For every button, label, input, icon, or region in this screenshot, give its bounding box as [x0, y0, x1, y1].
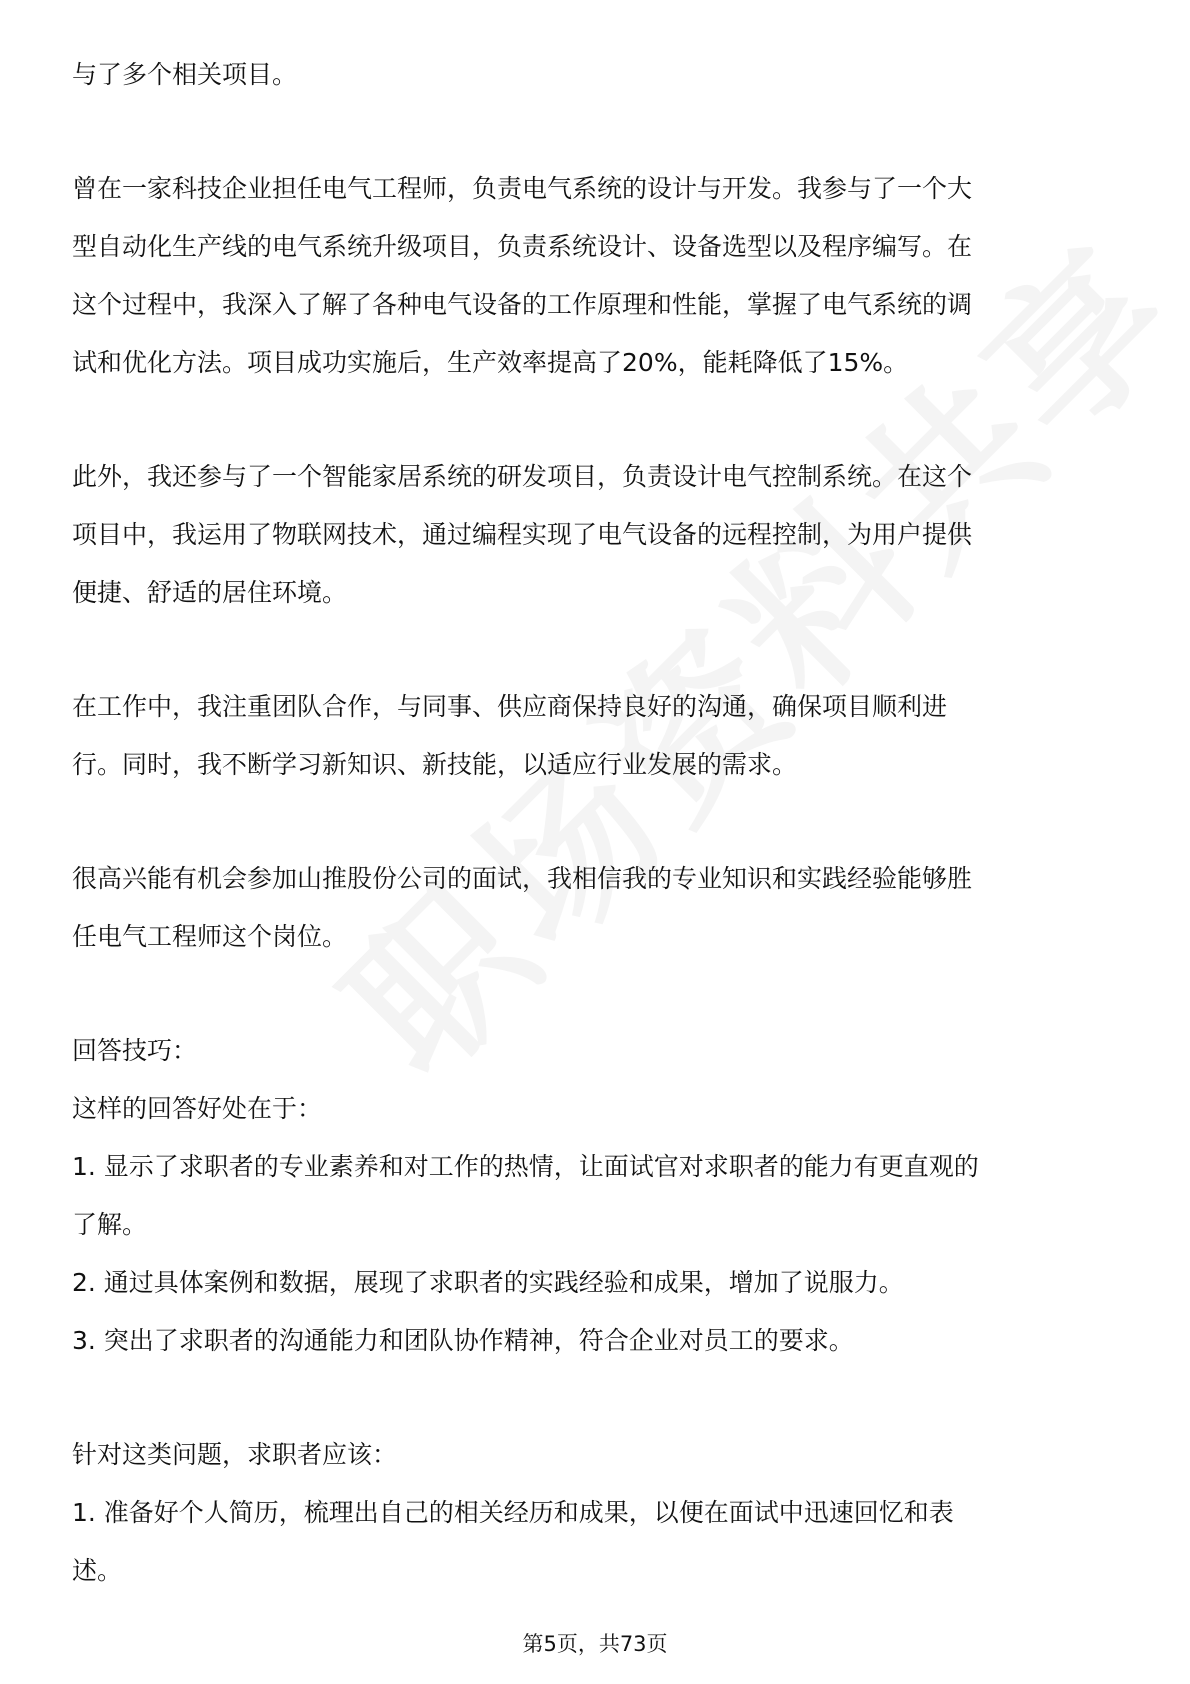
text-line: 便捷、舒适的居住环境。 — [72, 578, 348, 607]
text-line: 曾在一家科技企业担任电气工程师，负责电气系统的设计与开发。我参与了一个大 — [72, 174, 973, 203]
list-item: 2. 通过具体案例和数据，展现了求职者的实践经验和成果，增加了说服力。 — [72, 1268, 904, 1297]
text-line: 行。同时，我不断学习新知识、新技能，以适应行业发展的需求。 — [72, 750, 798, 779]
page-number: 第5页，共73页 — [522, 1632, 668, 1656]
text-line: 试和优化方法。项目成功实施后，生产效率提高了20%，能耗降低了15%。 — [72, 348, 909, 377]
text-line: 这样的回答好处在于： — [72, 1094, 323, 1123]
text-line: 这个过程中，我深入了解了各种电气设备的工作原理和性能，掌握了电气系统的调 — [72, 290, 973, 319]
paragraph-4 — [72, 678, 1118, 794]
text-line: 型自动化生产线的电气系统升级项目，负责系统设计、设备选型以及程序编写。在 — [72, 232, 973, 261]
advice-section — [72, 1426, 1118, 1600]
answer-tips-section — [72, 1022, 1118, 1370]
document-body — [72, 46, 1118, 1600]
list-item: 3. 突出了求职者的沟通能力和团队协作精神，符合企业对员工的要求。 — [72, 1326, 854, 1355]
section-heading: 回答技巧： — [72, 1036, 198, 1065]
text-line: 与了多个相关项目。 — [72, 60, 298, 89]
text-line: 任电气工程师这个岗位。 — [72, 922, 348, 951]
list-item: 1. 准备好个人简历，梳理出自己的相关经历和成果，以便在面试中迅速回忆和表 — [72, 1498, 954, 1527]
paragraph-1 — [72, 46, 1118, 104]
text-line: 在工作中，我注重团队合作，与同事、供应商保持良好的沟通，确保项目顺利进 — [72, 692, 948, 721]
paragraph-5 — [72, 850, 1118, 966]
list-item: 1. 显示了求职者的专业素养和对工作的热情，让面试官对求职者的能力有更直观的 — [72, 1152, 979, 1181]
list-item-continued: 了解。 — [72, 1210, 148, 1239]
text-line: 很高兴能有机会参加山推股份公司的面试，我相信我的专业知识和实践经验能够胜 — [72, 864, 973, 893]
paragraph-2 — [72, 160, 1118, 392]
text-line: 此外，我还参与了一个智能家居系统的研发项目，负责设计电气控制系统。在这个 — [72, 462, 973, 491]
list-item-continued: 述。 — [72, 1556, 123, 1585]
section-heading: 针对这类问题，求职者应该： — [72, 1440, 398, 1469]
paragraph-3 — [72, 448, 1118, 622]
text-line: 项目中，我运用了物联网技术，通过编程实现了电气设备的远程控制，为用户提供 — [72, 520, 973, 549]
